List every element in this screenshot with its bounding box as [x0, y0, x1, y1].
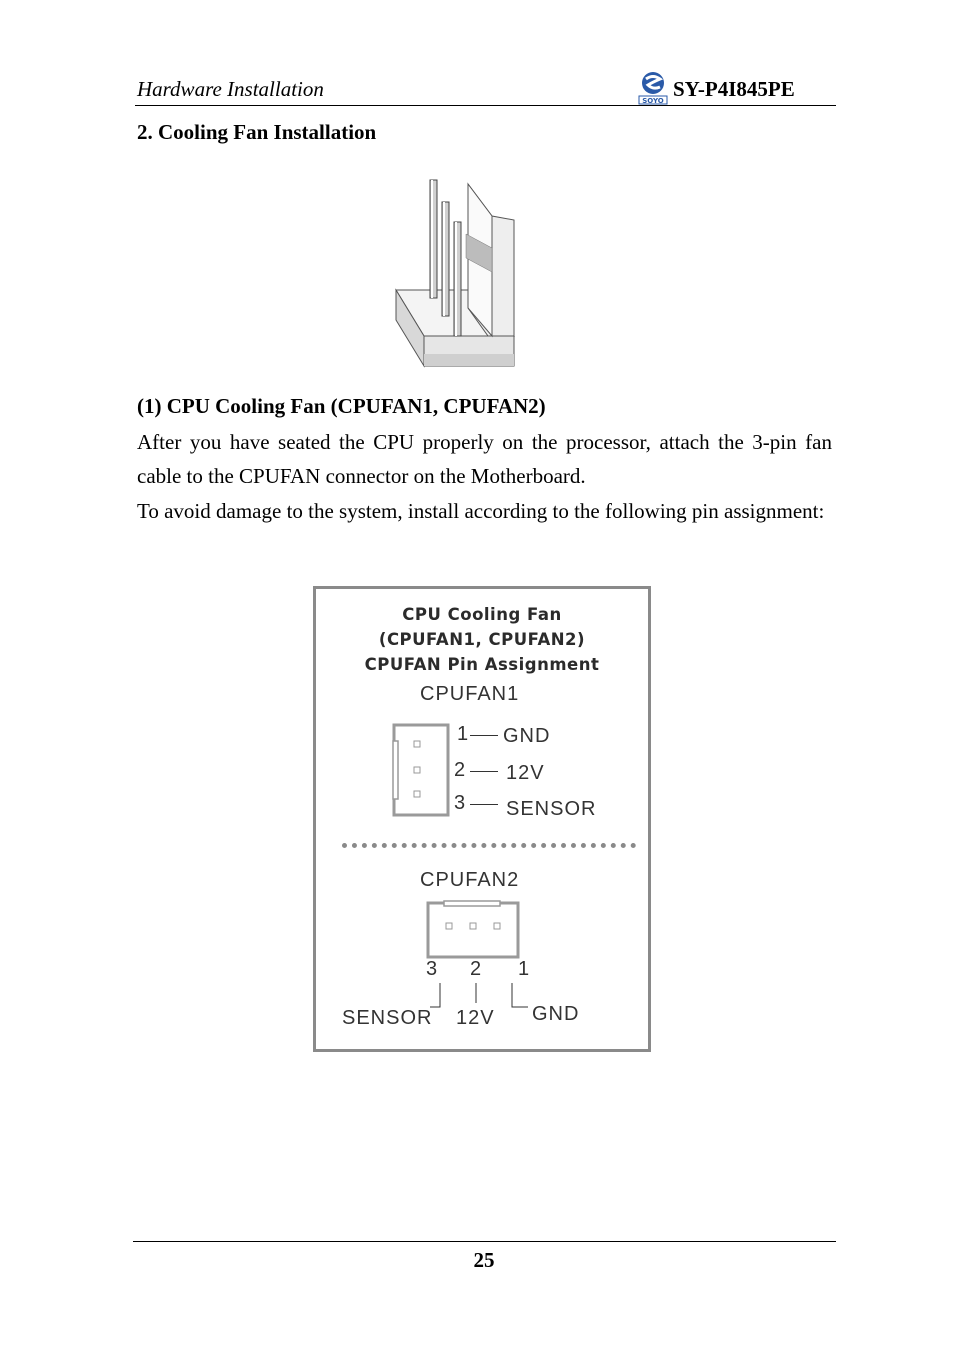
cpufan2-signal-gnd: GND: [532, 1003, 580, 1025]
cpu-fan-paragraph-2: To avoid damage to the system, install according to the following pin assignment:: [137, 499, 825, 523]
diagram-title-line-3: CPUFAN Pin Assignment: [364, 655, 600, 674]
cpufan2-pin-3-number: 3: [426, 958, 439, 980]
header-divider: [135, 105, 836, 106]
footer-divider: [133, 1241, 836, 1242]
diagram-divider: [342, 843, 636, 848]
soyo-logo-icon: [636, 70, 670, 106]
pin-assignment-diagram: [313, 586, 651, 1052]
cpufan1-pin-3-signal: SENSOR: [506, 798, 597, 820]
cpufan2-connector: [424, 897, 524, 961]
diagram-title-line-1: CPU Cooling Fan: [402, 605, 562, 624]
logo-text: SOYO: [642, 97, 664, 105]
cpufan1-pin-1-signal: GND: [503, 725, 551, 747]
cpufan1-pin-3-line: [470, 804, 498, 805]
cpufan1-label: CPUFAN1: [420, 683, 520, 705]
header-title: Hardware Installation: [137, 77, 324, 101]
section-title: 2. Cooling Fan Installation: [137, 120, 377, 144]
diagram-title-line-2: (CPUFAN1, CPUFAN2): [378, 630, 586, 649]
cpufan1-pin-1-number: 1: [457, 723, 470, 745]
cpu-fan-title: (1) CPU Cooling Fan (CPUFAN1, CPUFAN2): [137, 394, 546, 418]
cpufan1-pin-2-signal: 12V: [506, 762, 545, 784]
cpufan2-signal-sensor: SENSOR: [342, 1007, 433, 1029]
page-number: 25: [473, 1248, 495, 1272]
cpufan2-label: CPUFAN2: [420, 869, 520, 891]
cpufan1-pin-2-number: 2: [454, 759, 467, 781]
cpufan1-pin-2-line: [470, 771, 498, 772]
cpufan2-signal-12v: 12V: [456, 1007, 495, 1029]
fan-connector-illustration: [392, 176, 522, 372]
cpufan1-pin-1-line: [470, 735, 498, 736]
cpufan2-pin-2-number: 2: [470, 958, 483, 980]
cpufan1-connector: [388, 723, 454, 819]
header-model: SY-P4I845PE: [673, 77, 795, 101]
cpufan2-pin-1-number: 1: [518, 958, 531, 980]
cpufan1-pin-3-number: 3: [454, 792, 467, 814]
cpu-fan-paragraph-1: After you have seated the CPU properly on the processor, attach the 3-pin fan cable to the CPUFAN connector on the Motherboard.: [137, 430, 832, 488]
